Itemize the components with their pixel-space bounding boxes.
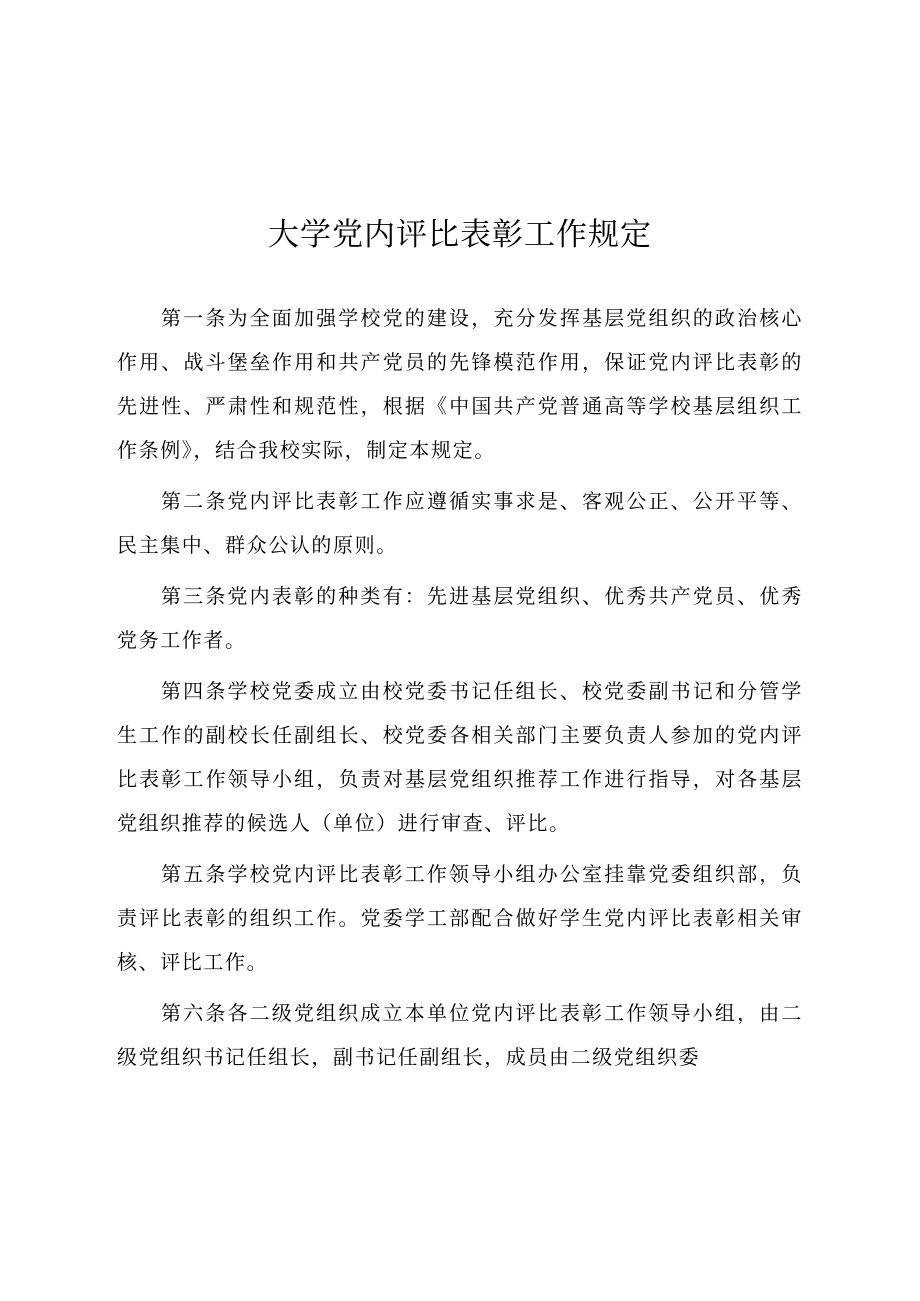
article-4-paragraph: 第四条学校党委成立由校党委书记任组长、校党委副书记和分管学生工作的副校长任副组长、校党委各相关部门主要负责人参加的党内评比表彰工作领导小组，负责对基层党组织推荐工作进行指导，对各基层党组织推荐的候选人（单位）进行审查、评比。 [117, 679, 803, 835]
article-2-paragraph: 第二条党内评比表彰工作应遵循实事求是、客观公正、公开平等、民主集中、群众公认的原则。 [117, 489, 803, 557]
article-5-paragraph: 第五条学校党内评比表彰工作领导小组办公室挂靠党委组织部，负责评比表彰的组织工作。党委学工部配合做好学生党内评比表彰相关审核、评比工作。 [117, 862, 803, 974]
article-1-paragraph: 第一条为全面加强学校党的建设，充分发挥基层党组织的政治核心作用、战斗堡垒作用和共产党员的先锋模范作用，保证党内评比表彰的先进性、严肃性和规范性，根据《中国共产党普通高等学校基层组织工作条例》，结合我校实际，制定本规定。 [117, 306, 803, 462]
article-6-paragraph: 第六条各二级党组织成立本单位党内评比表彰工作领导小组，由二级党组织书记任组长，副书记任副组长，成员由二级党组织委 [117, 1001, 803, 1069]
article-3-paragraph: 第三条党内表彰的种类有：先进基层党组织、优秀共产党员、优秀党务工作者。 [117, 584, 803, 652]
document-title: 大学党内评比表彰工作规定 [268, 217, 652, 253]
document-body [117, 296, 803, 1086]
